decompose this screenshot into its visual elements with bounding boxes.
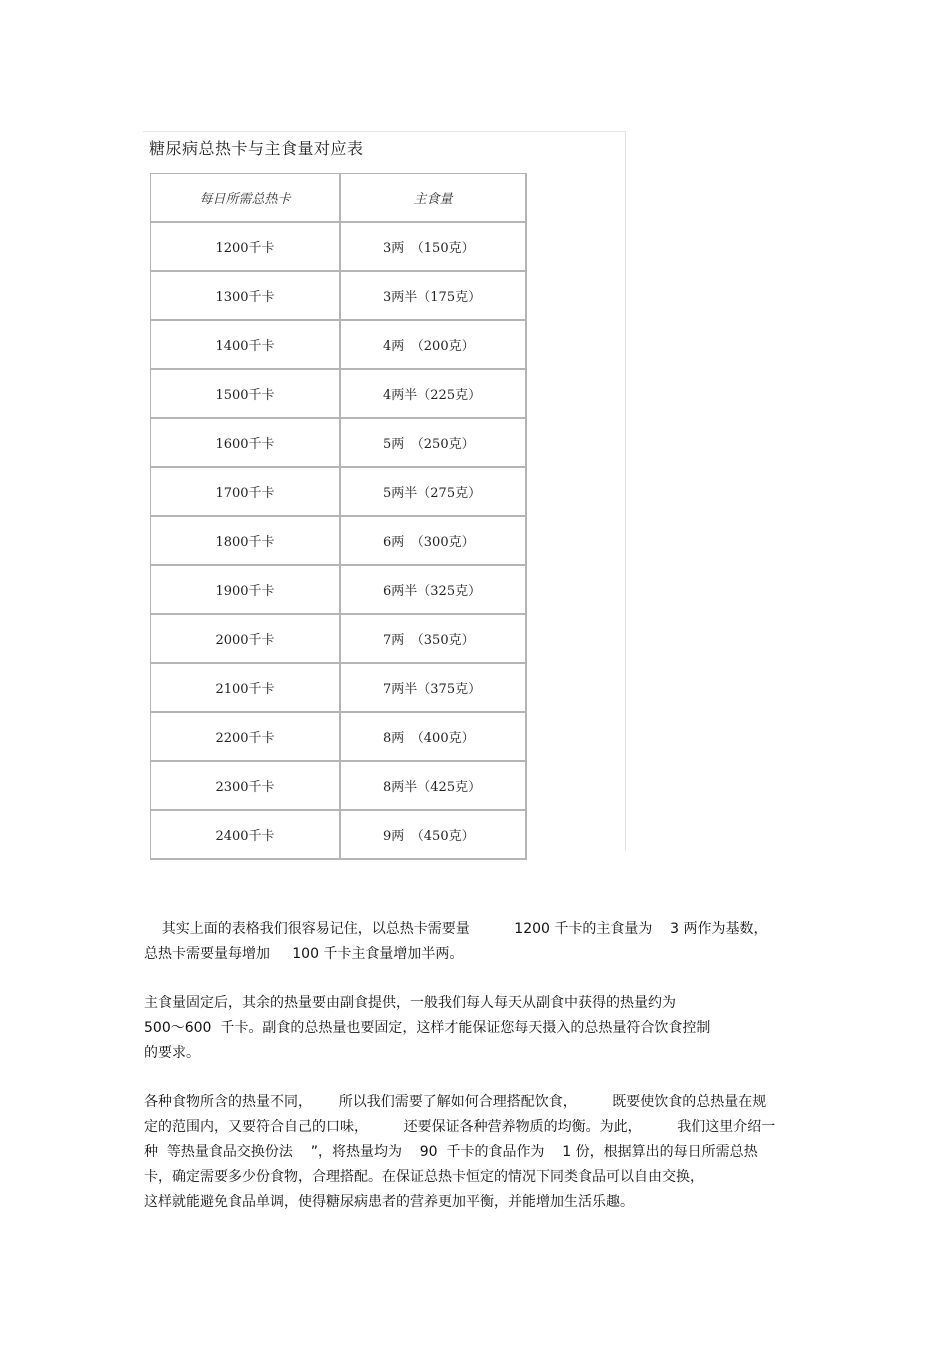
paragraph-3 xyxy=(144,1090,804,1215)
header-daily-calories: 每日所需总热卡 xyxy=(151,174,341,223)
table-row xyxy=(151,712,527,761)
paragraph-line: 主食量固定后，其余的热量要由副食提供，一般我们每人每天从副食中获得的热量约为 xyxy=(144,995,676,1011)
cell-staple: 8两 （400克） xyxy=(340,712,526,761)
cell-calories: 2300千卡 xyxy=(151,761,341,810)
cell-staple: 6两 （300克） xyxy=(340,516,526,565)
figure-title: 糖尿病总热卡与主食量对应表 xyxy=(149,139,364,158)
paragraph-line: 定的范围内，又要符合自己的口味， 还要保证各种营养物质的均衡。为此， 我们这里介绍一 xyxy=(144,1119,776,1135)
cell-calories: 1700千卡 xyxy=(151,467,341,516)
cell-calories: 2400千卡 xyxy=(151,810,341,859)
table-row xyxy=(151,271,527,320)
paragraph-2 xyxy=(144,991,804,1066)
paragraph-line: 的要求。 xyxy=(144,1045,200,1061)
table-row xyxy=(151,663,527,712)
header-staple-amount: 主食量 xyxy=(340,174,526,223)
cell-staple: 7两半（375克） xyxy=(340,663,526,712)
cell-staple: 4两半（225克） xyxy=(340,369,526,418)
cell-staple: 3两 （150克） xyxy=(340,222,526,271)
cell-staple: 5两半（275克） xyxy=(340,467,526,516)
table-row xyxy=(151,369,527,418)
cell-calories: 1400千卡 xyxy=(151,320,341,369)
table-row xyxy=(151,614,527,663)
cell-calories: 1600千卡 xyxy=(151,418,341,467)
table-row xyxy=(151,761,527,810)
paragraph-line: 这样就能避免食品单调，使得糖尿病患者的营养更加平衡，并能增加生活乐趣。 xyxy=(144,1194,634,1210)
cell-staple: 6两半（325克） xyxy=(340,565,526,614)
table-row xyxy=(151,320,527,369)
table-row xyxy=(151,418,527,467)
cell-calories: 2200千卡 xyxy=(151,712,341,761)
table-row xyxy=(151,565,527,614)
paragraph-line: 种 等热量食品交换份法 ”，将热量均为 90 千卡的食品作为 1 份，根据算出的每日所需总热 xyxy=(144,1144,758,1160)
cell-calories: 1300千卡 xyxy=(151,271,341,320)
paragraph-1 xyxy=(144,917,804,967)
cell-calories: 1500千卡 xyxy=(151,369,341,418)
calorie-staple-table xyxy=(150,173,527,860)
cell-staple: 9两 （450克） xyxy=(340,810,526,859)
cell-staple: 4两 （200克） xyxy=(340,320,526,369)
table-row xyxy=(151,810,527,859)
table-row xyxy=(151,222,527,271)
paragraph-line: 500～600 千卡。副食的总热量也要固定，这样才能保证您每天摄入的总热量符合饮食控制 xyxy=(144,1020,711,1036)
calorie-table-figure xyxy=(143,131,626,851)
paragraph-line: 卡，确定需要多少份食物，合理搭配。在保证总热卡恒定的情况下同类食品可以自由交换， xyxy=(144,1169,704,1185)
cell-calories: 1800千卡 xyxy=(151,516,341,565)
cell-staple: 7两 （350克） xyxy=(340,614,526,663)
table-row xyxy=(151,467,527,516)
table-row xyxy=(151,516,527,565)
cell-calories: 1200千卡 xyxy=(151,222,341,271)
paragraph-line: 总热卡需要量每增加 100 千卡主食量增加半两。 xyxy=(144,946,464,962)
cell-calories: 2000千卡 xyxy=(151,614,341,663)
paragraph-line: 各种食物所含的热量不同， 所以我们需要了解如何合理搭配饮食， 既要使饮食的总热量在规 xyxy=(144,1094,767,1110)
cell-calories: 1900千卡 xyxy=(151,565,341,614)
cell-staple: 3两半（175克） xyxy=(340,271,526,320)
cell-calories: 2100千卡 xyxy=(151,663,341,712)
paragraph-line: 其实上面的表格我们很容易记住，以总热卡需要量 1200 千卡的主食量为 3 两作为基数， xyxy=(144,921,768,937)
cell-staple: 5两 （250克） xyxy=(340,418,526,467)
cell-staple: 8两半（425克） xyxy=(340,761,526,810)
table-header-row xyxy=(151,174,527,223)
